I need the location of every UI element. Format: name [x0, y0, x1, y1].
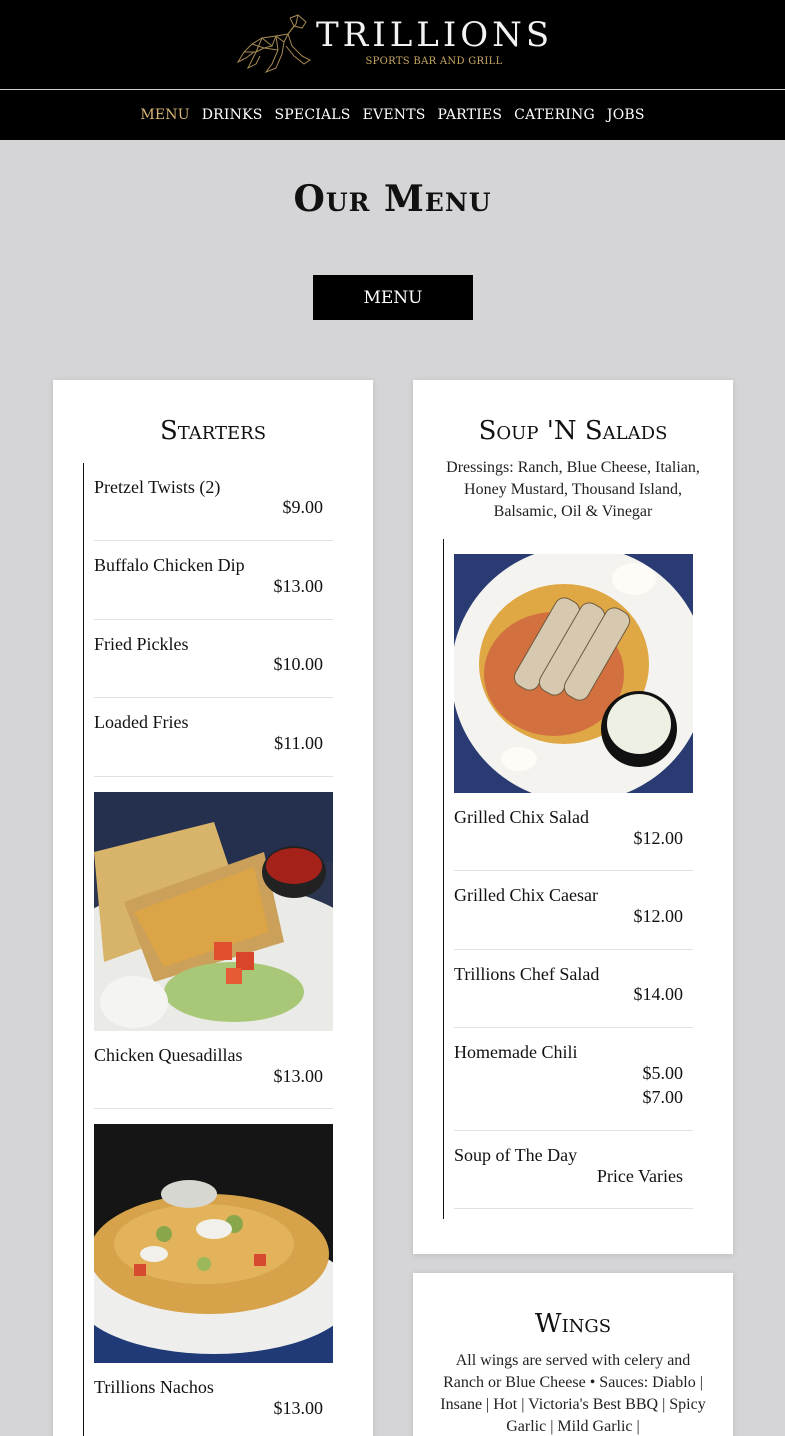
list-item: [94, 1043, 333, 1088]
item-price: $10.00: [273, 654, 323, 674]
item-name: Grilled Chix Caesar: [454, 885, 598, 905]
item-price: $11.00: [274, 733, 323, 753]
item-price: $13.00: [273, 1066, 323, 1086]
item-price: $14.00: [633, 984, 683, 1004]
wings-description: All wings are served with celery and Ranch or Blue Cheese • Sauces: Diablo | Insane | Hot | Victoria's Best BBQ | Spicy Garlic | Mild Garlic |: [440, 1352, 706, 1435]
nav-item-parties[interactable]: PARTIES: [437, 107, 503, 123]
quesadilla-photo[interactable]: [94, 792, 333, 1031]
list-item: [454, 883, 693, 928]
starters-rule: [83, 463, 84, 1436]
item-divider: [454, 1208, 693, 1209]
item-price: $9.00: [282, 497, 323, 517]
item-divider: [94, 776, 333, 777]
salad-photo[interactable]: [454, 554, 693, 793]
menu-button[interactable]: MENU: [313, 275, 473, 320]
item-price: Price Varies: [596, 1166, 683, 1186]
list-item: [94, 710, 333, 755]
item-name: Fried Pickles: [94, 634, 189, 654]
horse-logo-icon[interactable]: [232, 12, 314, 80]
item-price: $12.00: [633, 906, 683, 926]
item-name: Pretzel Twists (2): [94, 477, 221, 497]
item-price: $12.00: [633, 828, 683, 848]
item-divider: [94, 1108, 333, 1109]
main-nav: [0, 90, 785, 140]
item-divider: [454, 870, 693, 871]
soups-description: Dressings: Ranch, Blue Cheese, Italian, Honey Mustard, Thousand Island, Balsamic, Oil & Vinegar: [446, 459, 700, 520]
brand-name[interactable]: TRILLIONS: [316, 15, 554, 55]
item-name: Chicken Quesadillas: [94, 1045, 243, 1065]
wings-card: [413, 1273, 733, 1436]
nav-item-events[interactable]: EVENTS: [362, 107, 426, 123]
item-divider: [454, 949, 693, 950]
item-name: Trillions Nachos: [94, 1377, 214, 1397]
item-name: Loaded Fries: [94, 712, 189, 732]
list-item: [94, 553, 333, 598]
list-item: [94, 475, 333, 519]
item-name: Trillions Chef Salad: [454, 964, 600, 984]
item-divider: [94, 619, 333, 620]
page-title: Our Menu: [293, 178, 492, 220]
soups-card: [413, 380, 733, 1254]
list-item: [94, 632, 333, 676]
wings-title: Wings: [534, 1309, 612, 1339]
item-divider: [454, 1130, 693, 1131]
item-name: Soup of The Day: [454, 1145, 578, 1165]
soups-rule: [443, 539, 444, 1219]
item-divider: [454, 1027, 693, 1028]
item-name: Buffalo Chicken Dip: [94, 555, 245, 575]
item-price: $13.00: [273, 1398, 323, 1418]
list-item: [94, 1375, 333, 1420]
item-price-large: $7.00: [642, 1087, 683, 1107]
item-divider: [94, 697, 333, 698]
item-divider: [94, 540, 333, 541]
brand-tagline: SPORTS BAR AND GRILL: [365, 56, 503, 67]
item-name: Grilled Chix Salad: [454, 807, 589, 827]
nav-item-catering[interactable]: CATERING: [514, 107, 595, 123]
nav-item-jobs[interactable]: JOBS: [606, 107, 645, 123]
list-item: [454, 1040, 693, 1109]
site-header: [0, 0, 785, 89]
nav-item-drinks[interactable]: DRINKS: [201, 107, 263, 123]
list-item: [454, 962, 693, 1006]
list-item: [454, 805, 693, 850]
item-name: Homemade Chili: [454, 1042, 578, 1062]
starters-title: Starters: [159, 416, 267, 446]
soups-title: Soup 'N Salads: [478, 416, 668, 446]
item-price: $13.00: [273, 576, 323, 596]
nachos-photo[interactable]: [94, 1124, 333, 1363]
list-item: [454, 1143, 693, 1188]
starters-card: [53, 380, 373, 1436]
nav-item-menu[interactable]: MENU: [140, 107, 190, 123]
item-price: $5.00: [642, 1063, 683, 1083]
nav-item-specials[interactable]: SPECIALS: [274, 107, 351, 123]
